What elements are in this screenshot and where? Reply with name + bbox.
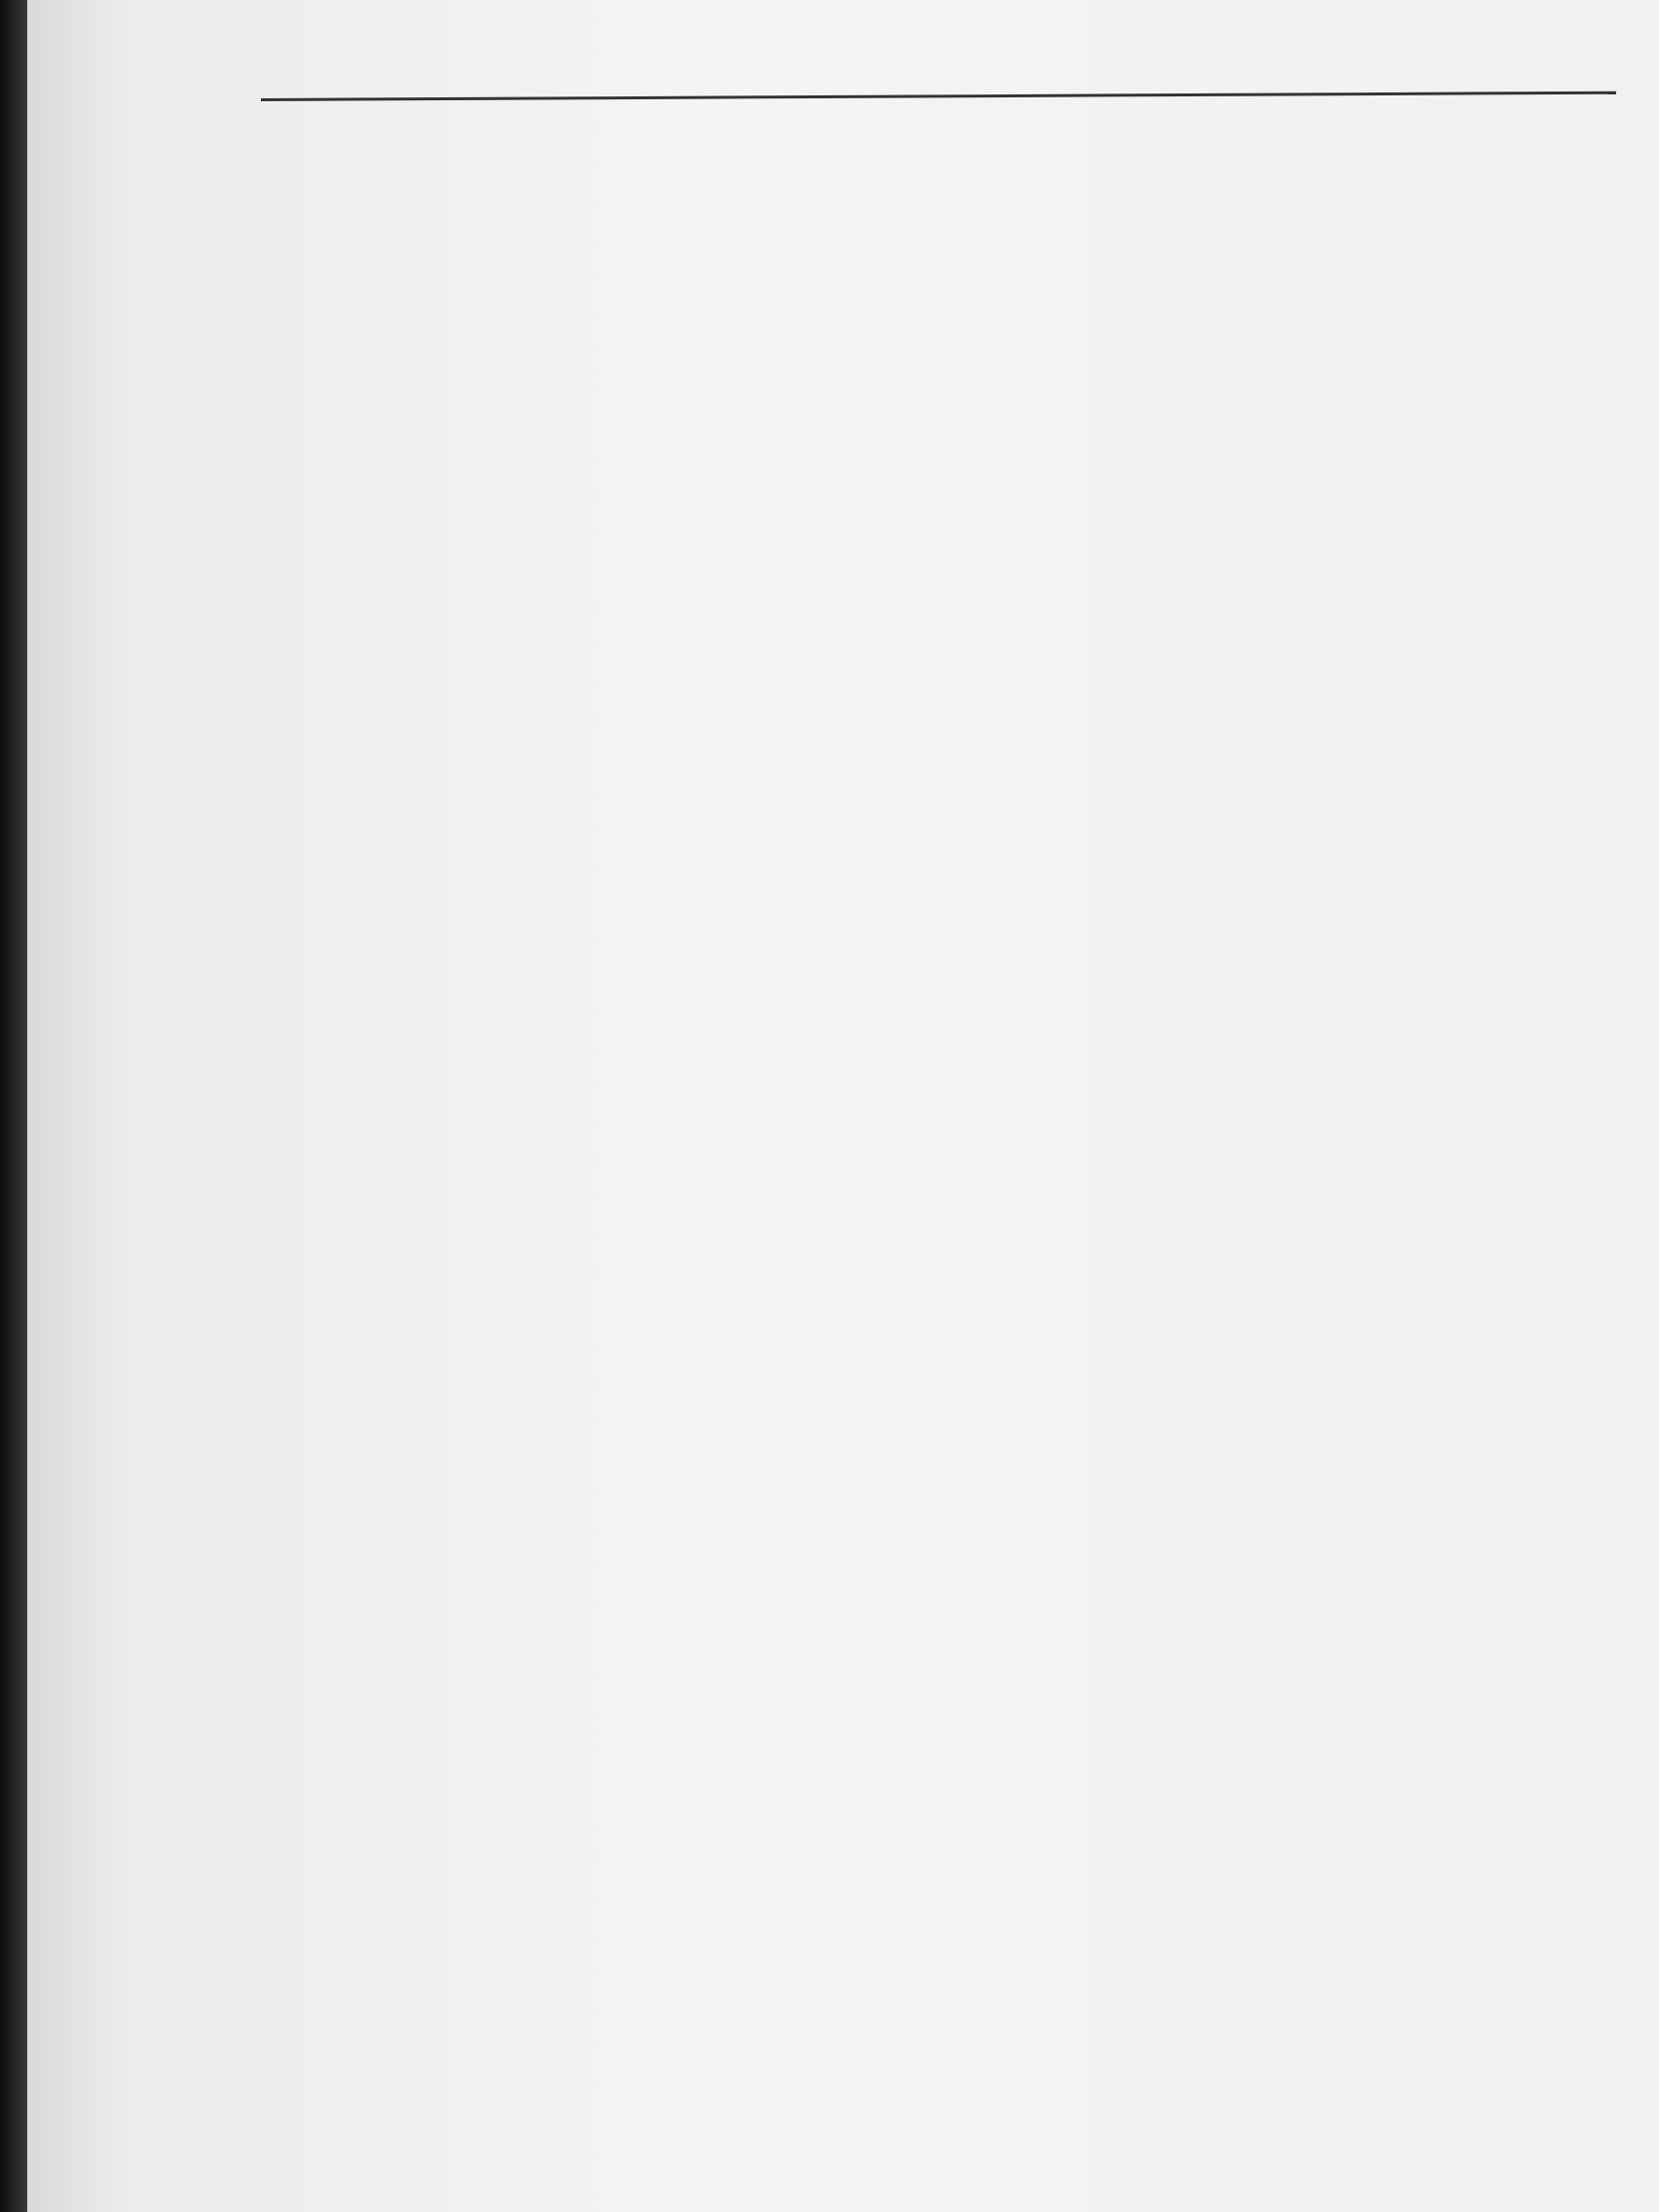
book-spine-shadow (0, 0, 27, 2212)
book-page (27, 0, 1659, 2212)
header-rule (261, 92, 1616, 101)
